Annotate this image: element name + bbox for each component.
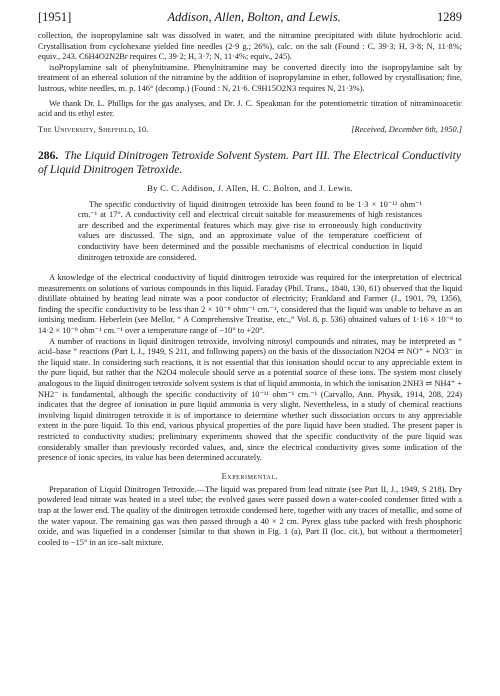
article-byline: By C. C. Addison, J. Allen, H. C. Bolton, and J. Lewis.	[147, 182, 353, 193]
previous-article-paragraph: collection, the isopropylamine salt was dissolved in water, and the nitramine precipitated with dilute hydrochloric acid. Crystallisation from cyclohexane yielded fine needles (2·9 g.; 26%), calc. on the salt (Found : C, 39·3; H, 3·8; N, 11·8%; equiv., 243. C6H4O2N2Br requires C, 39·2; H, 3·7; N, 11·4%; equiv., 245).	[38, 31, 462, 62]
received-date: [Received, December 6th, 1950.]	[351, 124, 462, 134]
section-heading: Experimental.	[221, 471, 279, 481]
affiliation: The University, Sheffield, 10.	[38, 124, 149, 134]
body-paragraph-2: A number of reactions in liquid dinitrogen tetroxide, involving nitrosyl compounds and nitrates, may be interpreted as “ acid–base ” reactions (Part I, J., 1949, S 211, and following papers) on the basis of the dissociation N2O4 ⇌ NO⁺ + NO3⁻ in the liquid state. In considering such reactions, it is not essential that this ionisation should occur to any appreciable extent in the pure liquid, but rather that the N2O4 molecule should serve as a potential source of these ions. The system most closely analogous to the liquid dinitrogen tetroxide solvent system is that of liquid ammonia, in which the ionisation 2NH3 ⇌ NH4⁺ + NH2⁻ is fundamental, although the specific conductivity of 10⁻¹¹ ohm⁻¹ cm.⁻¹ (Carvallo, Ann. Physik, 1914, 208, 224) indicates that the degree of ionisation in pure liquid ammonia is very slight. Nevertheless, in a study of chemical reactions involving liquid dinitrogen tetroxide it is of importance to determine whether such dissociation occurs to any appreciable extent in the pure liquid. To this end, various physical properties of the pure liquid have been studied. The present paper is restricted to conductivity studies; preliminary experiments showed that the specific conductivity of the pure liquid was considerably smaller than previously recorded values, and, since the electrical conductivity gives some indication of the presence of ionic species, its value has been determined accurately.	[38, 336, 462, 463]
header-year: [1951]	[38, 10, 72, 24]
body-paragraph-1: A knowledge of the electrical conductivity of liquid dinitrogen tetroxide was required for the interpretation of electrical measurements on solutions of various compounds in this liquid. Faraday (Phil. Trans., 1840, 130, 61) observed that the liquid distillate obtained by heating lead nitrate was a poor conductor of electricity; Frankland and Farmer (J., 1901, 79, 1356), finding the specific conductivity to be less than 2 × 10⁻⁸ ohm⁻¹ cm.⁻¹, considered that the liquid was unable to behave as an ionising medium. Heberlein (see Mellor, “ A Comprehensive Treatise, etc.,” Vol. 8, p. 536) obtained values of 1·16 × 10⁻⁸ to 14·2 × 10⁻⁸ ohm⁻¹ cm.⁻¹ over a temperature range of −10° to +20°.	[38, 273, 462, 336]
article-title-text: The Liquid Dinitrogen Tetroxide Solvent System. Part III. The Electrical Conductivity of Liquid Dinitrogen Tetroxide.	[38, 149, 461, 176]
header-authors: Addison, Allen, Bolton, and Lewis.	[167, 10, 341, 24]
header-page-number: 1289	[437, 10, 462, 24]
acknowledgement: We thank Dr. L. Phillips for the gas analyses, and Dr. J. C. Speakman for the potentiometric titration of nitraminoacetic acid and its ethyl ester.	[38, 98, 462, 119]
article-number: 286.	[38, 149, 59, 163]
article-title	[38, 149, 462, 176]
body-paragraph-3: Preparation of Liquid Dinitrogen Tetroxide.—The liquid was prepared from lead nitrate (see Part II, J., 1949, S 218). Dry powdered lead nitrate was heated in a steel tube; the evolved gases were passed down a water-cooled condenser fitted with a trap at the lower end. The quality of the dinitrogen tetroxide condensed here, together with any traces of metallic, and some of the water vapour. The remaining gas was then passed through a 40 × 2 cm. Pyrex glass tube packed with fresh phosphoric oxide, and was liquefied in a condenser [similar to that shown in Fig. 1 (a), Part II (loc. cit.), but without a thermometer] cooled to −15° in an ice–salt mixture.	[38, 484, 462, 547]
affiliation-row	[38, 125, 462, 136]
article-abstract: The specific conductivity of liquid dinitrogen tetroxide has been found to be 1·3 × 10⁻¹² ohm⁻¹ cm.⁻¹ at 17°. A conductivity cell and electrical circuit suitable for measurements of high resistances are described and the experimental features which may give rise to erroneously high conductivity values are discussed. The sign, and an approximate value of the temperature coefficient of conductivity have been determined and the possible mechanisms of electrical conduction in liquid dinitrogen tetroxide are considered.	[78, 199, 422, 262]
running-header	[38, 10, 462, 25]
article-body	[38, 273, 462, 548]
previous-article-salt-paragraph: isoPropylamine salt of phenylnitramine. Phenylnitramine may be converted directly into the isopropylamine salt by treatment of an ethereal solution of the nitramine by the addition of isopropylamine in ether, followed by crystallisation; fine, lustrous, white needles, m. p. 146° (decomp.) (Found : N, 21·6. C9H15O2N3 requires N, 21·3%).	[38, 62, 462, 93]
